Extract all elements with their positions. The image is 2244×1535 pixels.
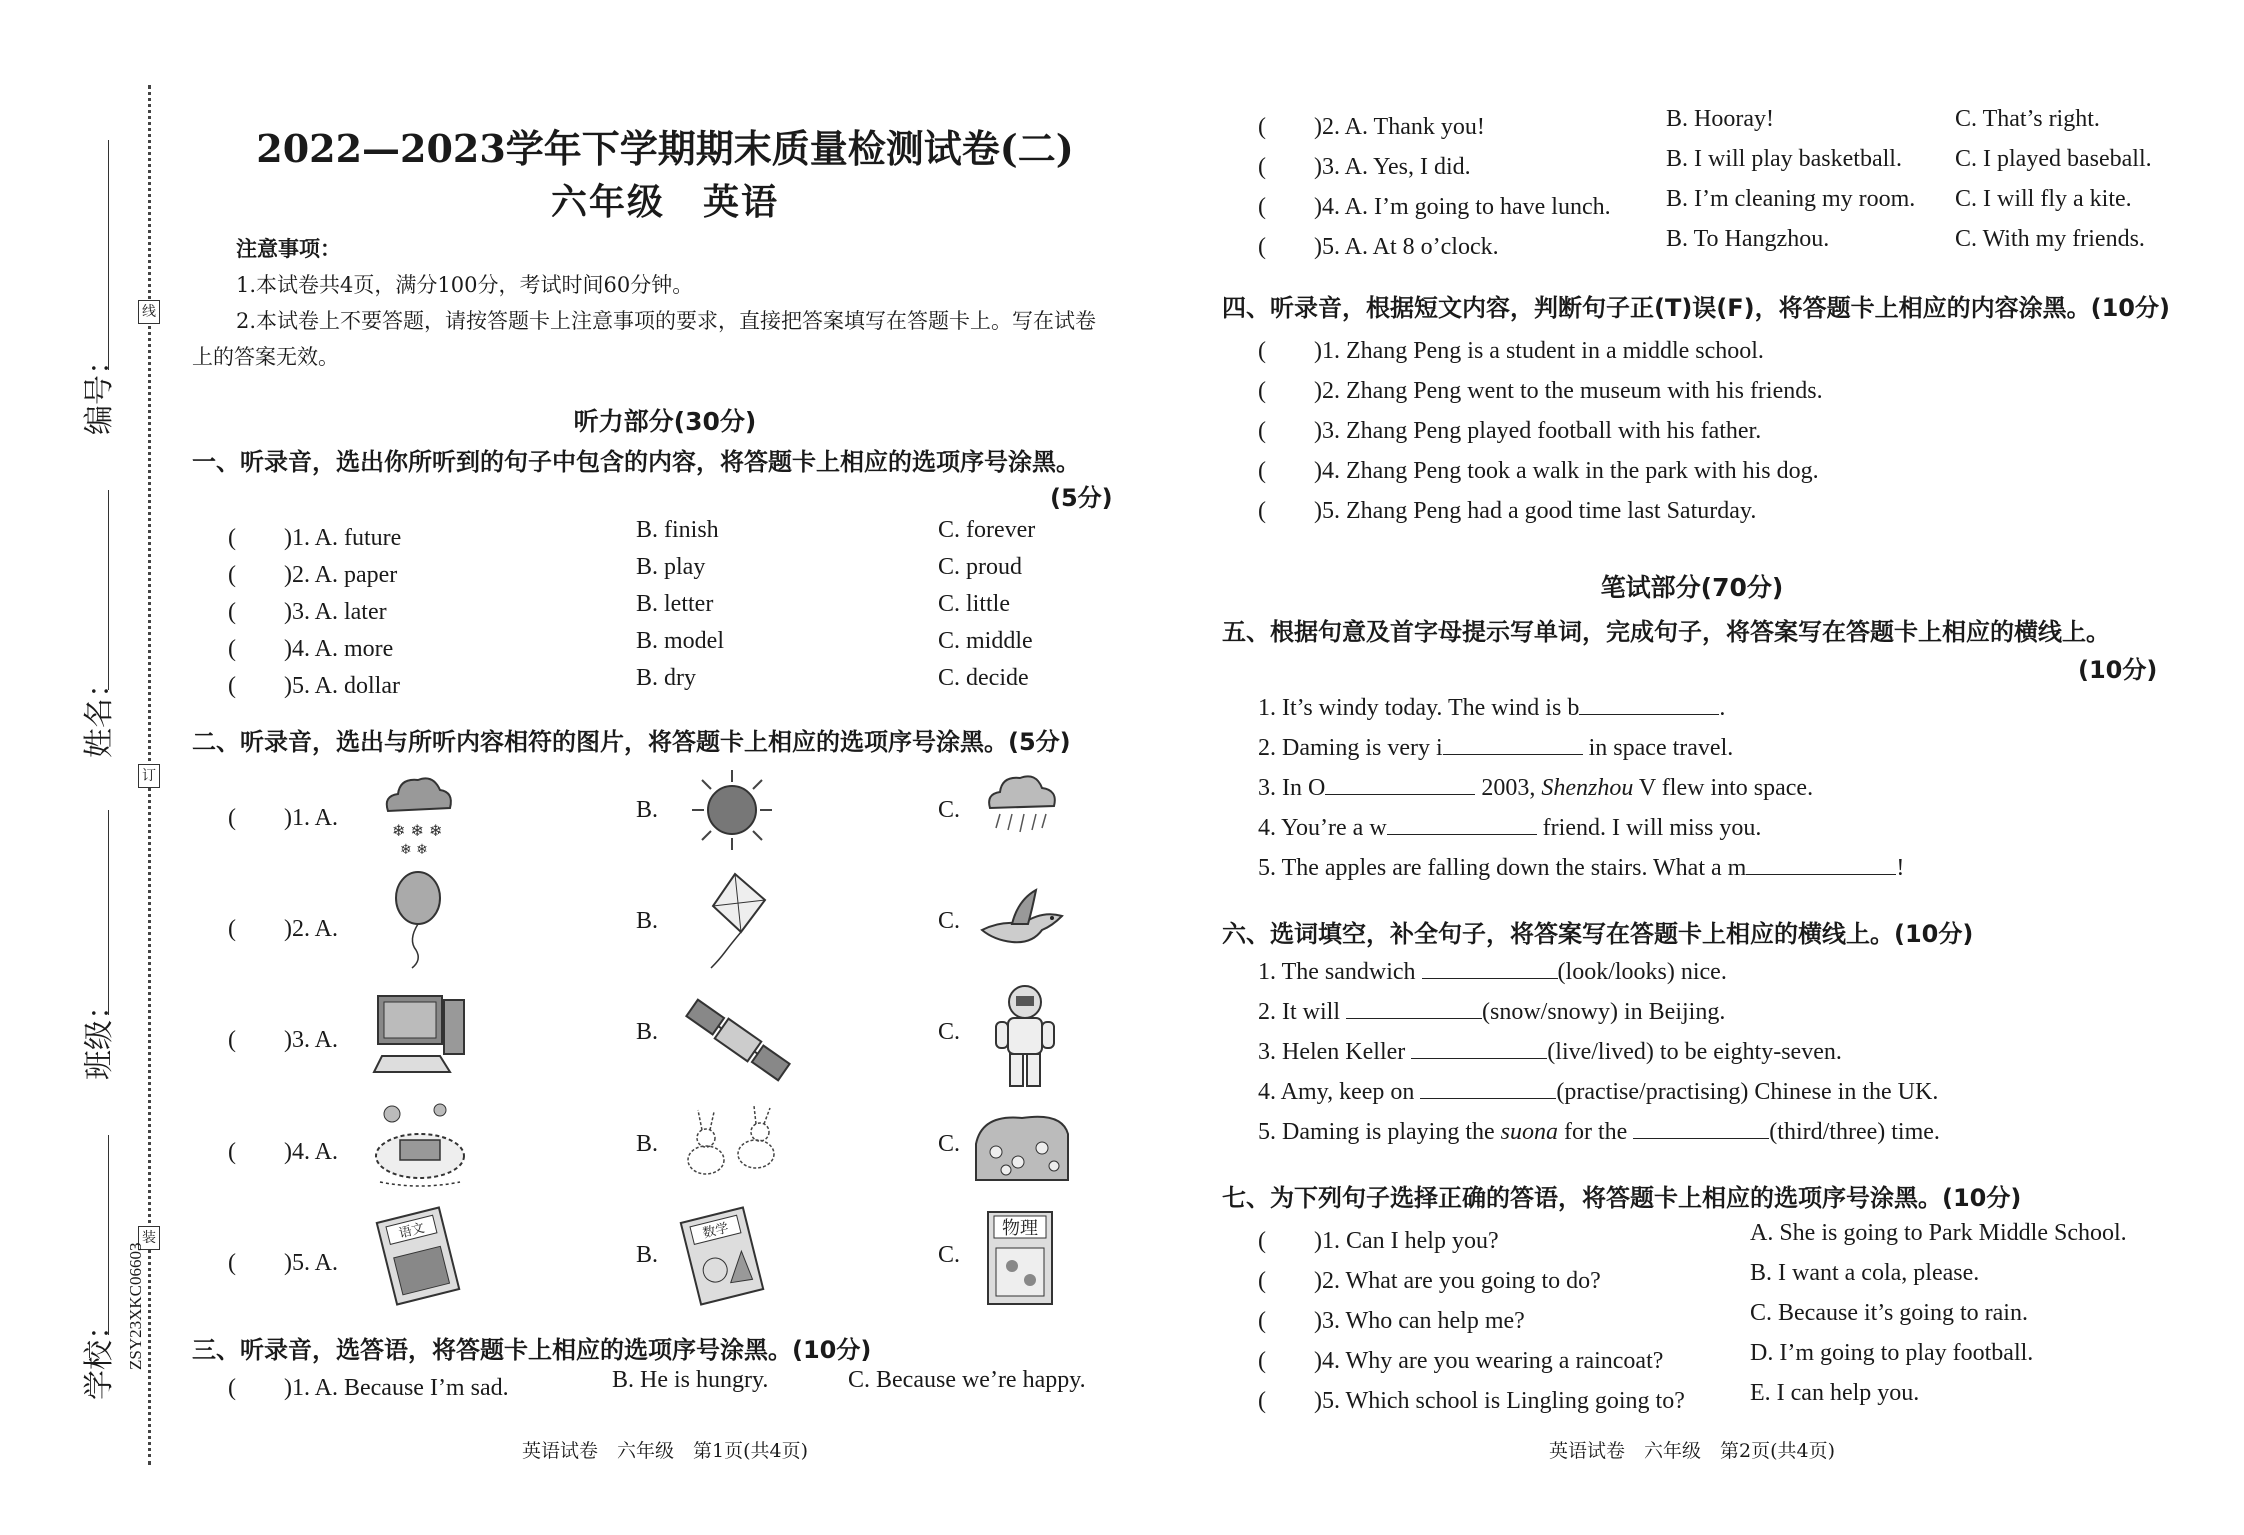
s3-q1-b: B. He is hungry. <box>612 1367 769 1393</box>
label-school: 学校： <box>82 1310 117 1400</box>
s3-q2-b: B. Hooray! <box>1666 106 1774 132</box>
s2-q1-c: C. <box>938 797 961 823</box>
s5-q1: 1. It’s windy today. The wind is b . <box>1258 692 1725 722</box>
rain-cloud-icon <box>982 768 1062 848</box>
binding-marker-order: 订 <box>138 764 160 788</box>
bird-icon <box>972 880 1072 960</box>
s2-q3-c: C. <box>938 1019 961 1045</box>
s7-a3: C. Because it’s going to rain. <box>1750 1300 2028 1326</box>
s1-q1-b: B. finish <box>636 517 719 543</box>
s3-q1-c: C. Because we’re happy. <box>848 1367 1086 1393</box>
s5-q1-blank[interactable] <box>1579 692 1719 715</box>
s2-q5-c: C. <box>938 1242 961 1268</box>
s2-q5-b: B. <box>636 1242 659 1268</box>
s7-q4: ( )4. Why are you wearing a raincoat? <box>1258 1348 1664 1374</box>
s2-q1-b: B. <box>636 797 659 823</box>
binding-marker-line: 线 <box>138 300 160 324</box>
listening-heading: 听力部分(30分) <box>573 407 757 436</box>
section-2-title: 二、听录音，选出与所听内容相符的图片，将答题卡上相应的选项序号涂黑。(5分) <box>192 728 1071 756</box>
s5-q5: 5. The apples are falling down the stairs. What a m ! <box>1258 852 1904 882</box>
s3-q3-b: B. I will play basketball. <box>1666 146 1902 172</box>
exam-subtitle: 六年级 英语 <box>550 181 779 223</box>
kite-icon <box>695 870 775 970</box>
s6-q1: 1. The sandwich (look/looks) nice. <box>1258 956 1727 986</box>
section-1-points: (5分) <box>1050 484 1113 512</box>
s6-q2-blank[interactable] <box>1346 996 1482 1019</box>
notes-heading: 注意事项： <box>236 237 341 261</box>
physics-book-icon <box>984 1208 1056 1308</box>
s3-q2-c: C. That’s right. <box>1955 106 2100 132</box>
label-class: 班级： <box>82 990 117 1080</box>
s5-q4-blank[interactable] <box>1387 812 1537 835</box>
s4-q2: ( )2. Zhang Peng went to the museum with his friends. <box>1258 378 1823 404</box>
s5-q3: 3. In O 2003, Shenzhou V flew into space. <box>1258 772 1813 802</box>
s1-q1: ( )1. A. future <box>228 525 402 551</box>
computer-icon <box>370 990 470 1080</box>
s7-a2: B. I want a cola, please. <box>1750 1260 1980 1286</box>
s7-q5: ( )5. Which school is Lingling going to? <box>1258 1388 1685 1414</box>
s6-q2: 2. It will (snow/snowy) in Beijing. <box>1258 996 1725 1026</box>
s2-q4-b: B. <box>636 1131 659 1157</box>
s1-q4-b: B. model <box>636 628 724 654</box>
balloon-icon <box>378 870 448 970</box>
sun-icon <box>690 768 774 852</box>
s5-q3-blank[interactable] <box>1325 772 1475 795</box>
section-5-title: 五、根据句意及首字母提示写单词，完成句子，将答案写在答题卡上相应的横线上。 <box>1222 618 2110 646</box>
s7-q1: ( )1. Can I help you? <box>1258 1228 1499 1254</box>
physics-book-label: 物理 <box>1002 1218 1038 1239</box>
section-3-title: 三、听录音，选答语，将答题卡上相应的选项序号涂黑。(10分) <box>192 1336 872 1364</box>
s2-q5: ( )5. A. <box>228 1250 338 1276</box>
s5-q2: 2. Daming is very i in space travel. <box>1258 732 1733 762</box>
s4-q5: ( )5. Zhang Peng had a good time last Saturday. <box>1258 498 1757 524</box>
exam-code: ZSY23XKC06603 <box>126 1242 145 1370</box>
footer-left: 英语试卷 六年级 第1页(共4页) <box>521 1440 808 1462</box>
s3-q5-b: B. To Hangzhou. <box>1666 226 1830 252</box>
s1-q2-c: C. proud <box>938 554 1022 580</box>
s2-q3: ( )3. A. <box>228 1027 338 1053</box>
s7-a4: D. I’m going to play football. <box>1750 1340 2034 1366</box>
s2-q2-c: C. <box>938 908 961 934</box>
exam-title: 2022—2023学年下学期期末质量检测试卷(二) <box>256 126 1074 171</box>
s6-q5: 5. Daming is playing the suona for the (third/three) time. <box>1258 1116 1940 1146</box>
s1-q4-c: C. middle <box>938 628 1033 654</box>
s5-q2-blank[interactable] <box>1443 732 1583 755</box>
s2-q4-c: C. <box>938 1131 961 1157</box>
section-5-points: (10分) <box>2078 656 2158 684</box>
s2-q2: ( )2. A. <box>228 916 338 942</box>
chinese-book-icon <box>368 1206 468 1306</box>
s7-q2: ( )2. What are you going to do? <box>1258 1268 1601 1294</box>
section-6-title: 六、选词填空，补全句子，将答案写在答题卡上相应的横线上。(10分) <box>1222 920 1974 948</box>
s6-q3: 3. Helen Keller (live/lived) to be eighty-seven. <box>1258 1036 1842 1066</box>
number-write-line[interactable] <box>108 140 109 370</box>
svg-text:❄ ❄: ❄ ❄ <box>400 842 428 856</box>
s6-q4: 4. Amy, keep on (practise/practising) Chinese in the UK. <box>1258 1076 1938 1106</box>
s3-q2: ( )2. A. Thank you! <box>1258 114 1485 140</box>
section-7-title: 七、为下列句子选择正确的答语，将答题卡上相应的选项序号涂黑。(10分) <box>1222 1184 2022 1212</box>
s3-q4-c: C. I will fly a kite. <box>1955 186 2132 212</box>
s2-q1: ( )1. A. <box>228 805 338 831</box>
math-book-icon <box>672 1206 772 1306</box>
s3-q1: ( )1. A. Because I’m sad. <box>228 1375 509 1401</box>
s1-q3: ( )3. A. later <box>228 599 387 625</box>
section-1-title: 一、听录音，选出你所听到的句子中包含的内容，将答题卡上相应的选项序号涂黑。 <box>192 448 1080 476</box>
name-write-line[interactable] <box>108 490 109 690</box>
notes-line-2: 2.本试卷上不要答题，请按答题卡上注意事项的要求，直接把答案填写在答题卡上。写在试卷 <box>236 309 1097 333</box>
class-write-line[interactable] <box>108 810 109 1015</box>
s6-q4-blank[interactable] <box>1420 1076 1556 1099</box>
s6-q1-blank[interactable] <box>1422 956 1558 979</box>
s4-q1: ( )1. Zhang Peng is a student in a middle school. <box>1258 338 1764 364</box>
s2-q3-b: B. <box>636 1019 659 1045</box>
s1-q3-b: B. letter <box>636 591 714 617</box>
footer-right: 英语试卷 六年级 第2页(共4页) <box>1548 1440 1835 1462</box>
s1-q1-c: C. forever <box>938 517 1036 543</box>
snow-cloud-icon <box>378 766 458 856</box>
school-write-line[interactable] <box>108 1135 109 1335</box>
rabbits-icon <box>676 1104 786 1188</box>
picnic-icon <box>370 1100 470 1190</box>
s2-q2-b: B. <box>636 908 659 934</box>
notes-line-1: 1.本试卷共4页，满分100分，考试时间60分钟。 <box>236 273 694 297</box>
flowers-icon <box>972 1104 1072 1184</box>
s5-q5-blank[interactable] <box>1746 852 1896 875</box>
s1-q4: ( )4. A. more <box>228 636 394 662</box>
s2-q4: ( )4. A. <box>228 1139 338 1165</box>
writing-heading: 笔试部分(70分) <box>1600 573 1784 602</box>
label-name: 姓名： <box>82 668 117 758</box>
s4-q4: ( )4. Zhang Peng took a walk in the park with his dog. <box>1258 458 1819 484</box>
s3-q3: ( )3. A. Yes, I did. <box>1258 154 1471 180</box>
s6-q5-blank[interactable] <box>1633 1116 1769 1139</box>
s1-q5: ( )5. A. dollar <box>228 673 400 699</box>
s5-q4: 4. You’re a w friend. I will miss you. <box>1258 812 1761 842</box>
math-book-label: 数学 <box>701 1220 731 1242</box>
s3-q5-c: C. With my friends. <box>1955 226 2145 252</box>
satellite-icon <box>678 990 798 1090</box>
astronaut-icon <box>990 982 1060 1092</box>
s3-q4: ( )4. A. I’m going to have lunch. <box>1258 194 1611 220</box>
section-4-title: 四、听录音，根据短文内容，判断句子正(T)误(F)，将答题卡上相应的内容涂黑。(10分) <box>1222 294 2170 322</box>
s3-q5: ( )5. A. At 8 o’clock. <box>1258 234 1499 260</box>
s1-q3-c: C. little <box>938 591 1010 617</box>
svg-text:❄ ❄ ❄: ❄ ❄ ❄ <box>392 821 443 840</box>
s6-q3-blank[interactable] <box>1411 1036 1547 1059</box>
s4-q3: ( )3. Zhang Peng played football with his father. <box>1258 418 1762 444</box>
s7-a1: A. She is going to Park Middle School. <box>1750 1220 2127 1246</box>
s1-q2-b: B. play <box>636 554 706 580</box>
s1-q5-b: B. dry <box>636 665 696 691</box>
label-number: 编号： <box>82 345 117 435</box>
notes-line-3: 上的答案无效。 <box>192 345 339 369</box>
s3-q3-c: C. I played baseball. <box>1955 146 2152 172</box>
s1-q5-c: C. decide <box>938 665 1029 691</box>
binding-marker-bind: 装 <box>138 1226 160 1250</box>
s1-q2: ( )2. A. paper <box>228 562 398 588</box>
s7-a5: E. I can help you. <box>1750 1380 1920 1406</box>
chinese-book-label: 语文 <box>397 1220 427 1242</box>
s7-q3: ( )3. Who can help me? <box>1258 1308 1525 1334</box>
s3-q4-b: B. I’m cleaning my room. <box>1666 186 1916 212</box>
